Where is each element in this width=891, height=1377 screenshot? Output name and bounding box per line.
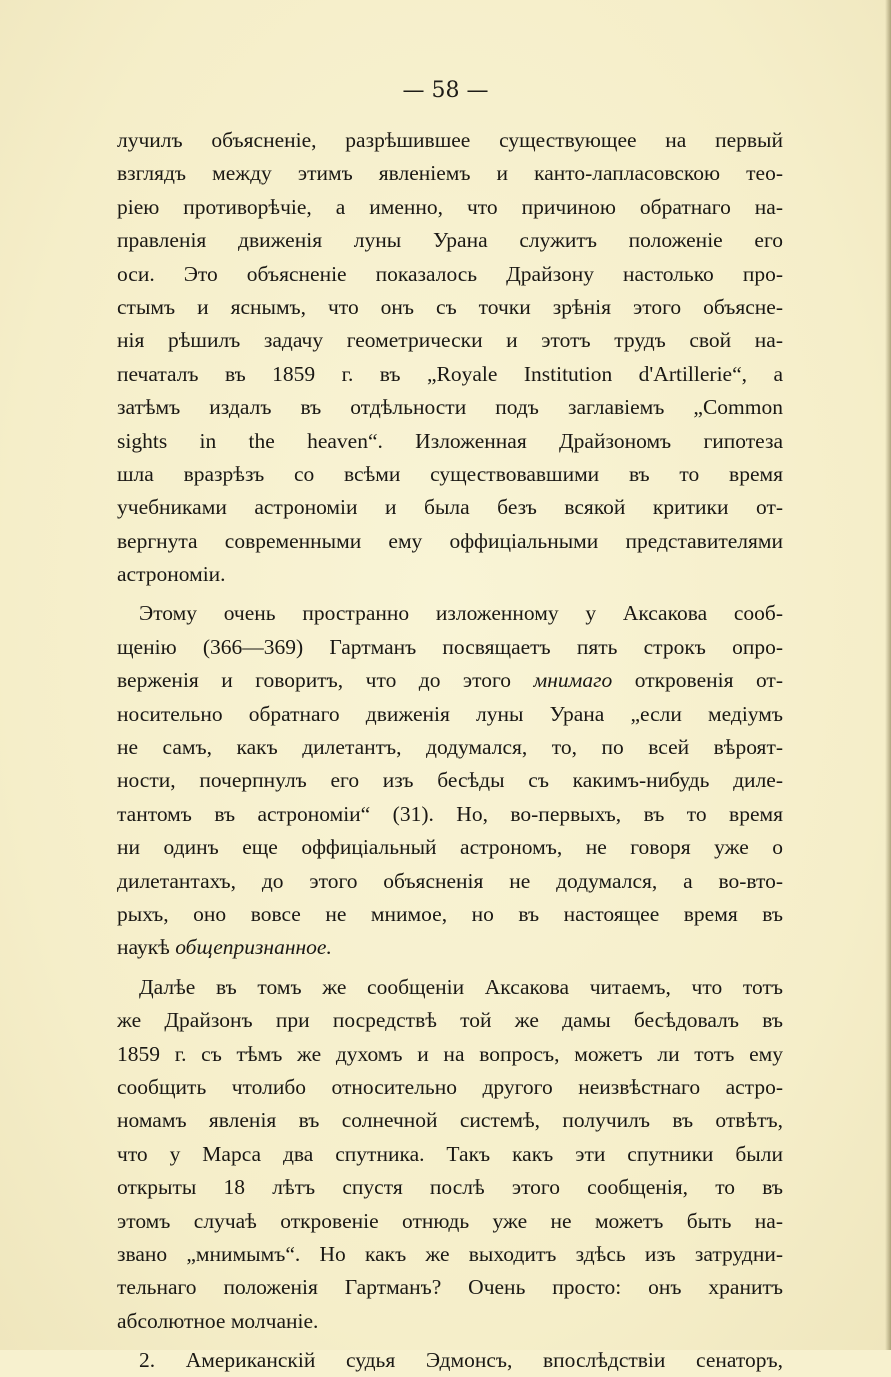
text-line: учебниками астрономіи и была безъ всякой критики от-: [117, 495, 783, 520]
text-line: взглядъ между этимъ явленіемъ и канто-лапласовскою тео-: [117, 161, 783, 186]
text-line: стымъ и яснымъ, что онъ съ точки зрѣнія этого объясне-: [117, 294, 783, 319]
text-line: 1859 г. съ тѣмъ же духомъ и на вопросъ, можетъ ли тотъ ему: [117, 1041, 783, 1066]
text-line: шла вразрѣзъ со всѣми существовавшими въ то время: [117, 461, 783, 486]
text-line: sights in the heaven“. Изложенная Драйзономъ гипотеза: [117, 428, 783, 453]
text-line: ни одинъ еще оффиціальный астрономъ, не говоря уже о: [117, 835, 783, 860]
page-edge-shadow: [885, 0, 891, 1350]
text-line: печаталъ въ 1859 г. въ „Royale Institution d'Artillerie“, а: [117, 361, 783, 386]
text-line: [117, 664, 783, 697]
text-line: нія рѣшилъ задачу геометрически и этотъ трудъ свой на-: [117, 328, 783, 353]
italic-term: общепризнанное.: [175, 935, 332, 960]
text-line: вергнута современными ему оффиціальными представителями: [117, 528, 783, 553]
text-line: этомъ случаѣ откровеніе отнюдь уже не можетъ быть на-: [117, 1208, 783, 1233]
text-line: щенію (366—369) Гартманъ посвящаетъ пять строкъ опро-: [117, 634, 783, 659]
text-line: дилетантахъ, до этого объясненія не додумался, а во-вто-: [117, 868, 783, 893]
text-line: Далѣе въ томъ же сообщеніи Аксакова читаемъ, что тотъ: [139, 974, 783, 999]
text-line: Этому очень пространно изложенному у Аксакова сооб-: [139, 601, 783, 626]
text-line: затѣмъ издалъ въ отдѣльности подъ заглавіемъ „Common: [117, 395, 783, 420]
text-line: сообщить чтолибо относительно другого неизвѣстнаго астро-: [117, 1074, 783, 1099]
text-line: ріею противорѣчіе, а именно, что причиною обратнаго на-: [117, 194, 783, 219]
text-line: оси. Это объясненіе показалось Драйзону настолько про-: [117, 261, 783, 286]
text-line: 2. Американскій судья Эдмонсъ, впослѣдствіи сенаторъ,: [139, 1348, 783, 1373]
text-line: не самъ, какъ дилетантъ, додумался, то, по всей вѣроят-: [117, 735, 783, 760]
text-line: лучилъ объясненіе, разрѣшившее существующее на первый: [117, 128, 783, 152]
text-line: же Драйзонъ при посредствѣ той же дамы бесѣдовалъ въ: [117, 1008, 783, 1033]
text-fragment: наукѣ: [117, 935, 170, 960]
text-line: тельнаго положенія Гартманъ? Очень просто: онъ хранитъ: [117, 1275, 783, 1300]
text-line: [117, 931, 783, 964]
text-line: астрономіи.: [117, 562, 226, 587]
text-line: носительно обратнаго движенія луны Урана „если медіумъ: [117, 701, 783, 726]
text-line: номамъ явленія въ солнечной системѣ, получилъ въ отвѣтъ,: [117, 1108, 783, 1133]
text-line: открыты 18 лѣтъ спустя послѣ этого сообщенія, то въ: [117, 1175, 783, 1200]
italic-term: мнимаго: [533, 668, 613, 693]
text-line: ности, почерпнулъ его изъ бесѣды съ какимъ-нибудь диле-: [117, 768, 783, 793]
text-line: абсолютное молчаніе.: [117, 1308, 319, 1333]
text-line: что у Марса два спутника. Такъ какъ эти спутники были: [117, 1141, 783, 1166]
text-fragment: откровенія от-: [634, 668, 783, 693]
body-text: [117, 124, 783, 1377]
text-line: правленія движенія луны Урана служитъ положеніе его: [117, 228, 783, 253]
page-number: — 58 —: [402, 78, 489, 103]
text-line: звано „мнимымъ“. Но какъ же выходитъ здѣсь изъ затрудни-: [117, 1241, 783, 1266]
text-line: тантомъ въ астрономіи“ (31). Но, во-первыхъ, въ то время: [117, 801, 783, 826]
text-fragment: верженія и говоритъ, что до этого: [117, 668, 512, 693]
text-line: рыхъ, оно вовсе не мнимое, но въ настоящее время въ: [117, 901, 783, 926]
